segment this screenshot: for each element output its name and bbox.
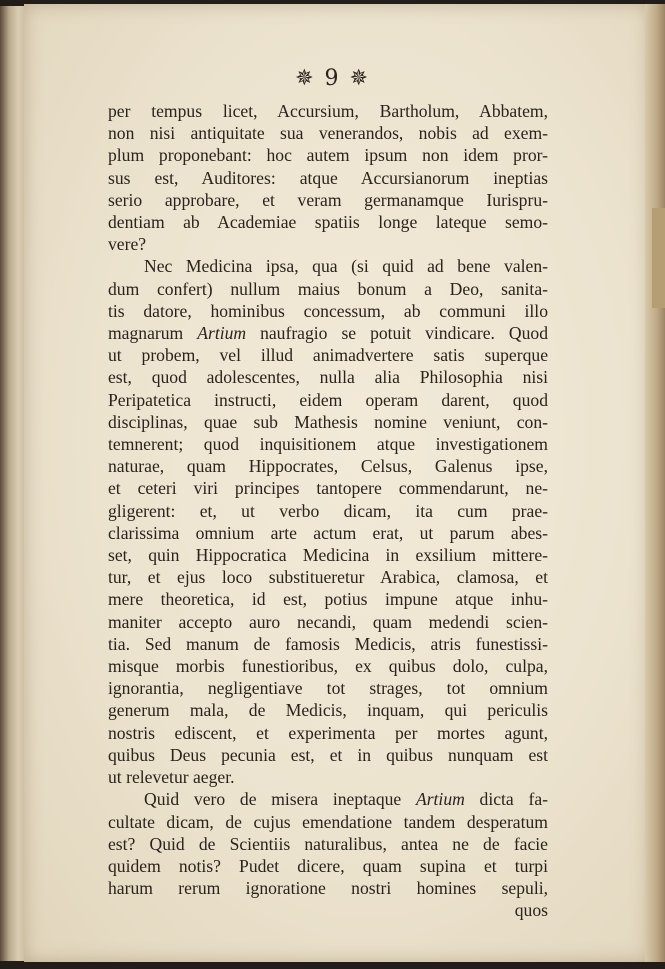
text-line: dentiam ab Academiae spatiis longe lateque semo- <box>108 212 548 233</box>
text-line: est? Quid de Scientiis naturalibus, antea ne de facie <box>108 833 548 854</box>
text-line: tis datore, hominibus concessum, ab communi illo <box>108 300 548 321</box>
text-line: ut relevetur aeger. <box>108 767 235 788</box>
text-line: harum rerum ignoratione nostri homines sepuli, <box>108 878 548 899</box>
bookmark-tab <box>652 208 665 308</box>
text-line: et ceteri viri principes tantopere commendarunt, ne- <box>108 478 548 499</box>
text-line: magnarum Artium naufragio se potuit vindicare. Quod <box>108 323 549 344</box>
text-line: set, quin Hippocratica Medicina in exsilium mittere- <box>108 545 548 566</box>
text-line: Peripatetica instructi, eidem operam darent, quod <box>108 389 548 410</box>
text-line: plum proponebant: hoc autem ipsum non idem pror- <box>108 145 548 166</box>
text-line: quibus Deus pecunia est, et in quibus nunquam est <box>108 744 548 765</box>
right-page-edge <box>645 4 665 962</box>
text-line: per tempus licet, Accursium, Bartholum, Abbatem, <box>108 101 548 121</box>
text-line: dum confert) nullum maius bonum a Deo, sanita- <box>108 278 548 299</box>
text-line: misque morbis funestioribus, ex quibus dolo, culpa, <box>108 656 548 677</box>
text-line: naturae, quam Hippocrates, Celsus, Galenus ipse, <box>108 456 548 477</box>
text-line: ignorantia, negligentiave tot strages, tot omnium <box>108 678 548 699</box>
ornament-right: ✵ <box>349 66 370 91</box>
body-text <box>108 100 548 922</box>
catchword: quos <box>514 900 548 921</box>
page-number: 9 <box>324 66 341 91</box>
text-line: Quid vero de misera ineptaque Artium dicta fa- <box>144 789 548 810</box>
text-line: tur, et ejus loco substitueretur Arabica, clamosa, et <box>108 567 548 588</box>
text-line: temnerent; quod inquisitionem atque investigationem <box>108 434 548 455</box>
text-line: mere theoretica, id est, potius impune atque inhu- <box>108 589 548 610</box>
text-line: cultate dicam, de cujus emendatione tandem desperatum <box>108 811 548 832</box>
text-line: gligerent: et, ut verbo dicam, ita cum prae- <box>108 500 548 521</box>
text-line: tia. Sed manum de famosis Medicis, atris funestissi- <box>108 633 548 654</box>
text-line: disciplinas, quae sub Mathesis nomine veniunt, con- <box>108 411 548 432</box>
text-line: sus est, Auditores: atque Accursianorum ineptias <box>108 167 548 188</box>
text-line: serio approbare, et veram germanamque Iurispru- <box>108 189 548 210</box>
text-line: non nisi antiquitate sua venerandos, nobis ad exem- <box>108 123 548 144</box>
text-line: nostris ediscent, et experimenta per mortes agunt, <box>108 722 548 743</box>
text-line: vere? <box>108 234 147 255</box>
text-line: clarissima omnium arte actum erat, ut parum abes- <box>108 522 548 543</box>
text-line: maniter accepto auro necandi, quam medendi scien- <box>108 611 548 632</box>
ornament-left: ✵ <box>295 66 316 91</box>
text-line: ut probem, vel illud animadvertere satis superque <box>108 345 548 366</box>
text-line: generum mala, de Medicis, inquam, qui periculis <box>108 700 548 721</box>
page-header <box>0 66 665 91</box>
text-line: quidem notis? Pudet dicere, quam supina et turpi <box>108 855 548 876</box>
text-line: Nec Medicina ipsa, qua (si quid ad bene valen- <box>144 256 548 277</box>
text-line: est, quod adolescentes, nulla alia Philosophia nisi <box>108 367 548 388</box>
left-page-edge <box>0 6 26 961</box>
